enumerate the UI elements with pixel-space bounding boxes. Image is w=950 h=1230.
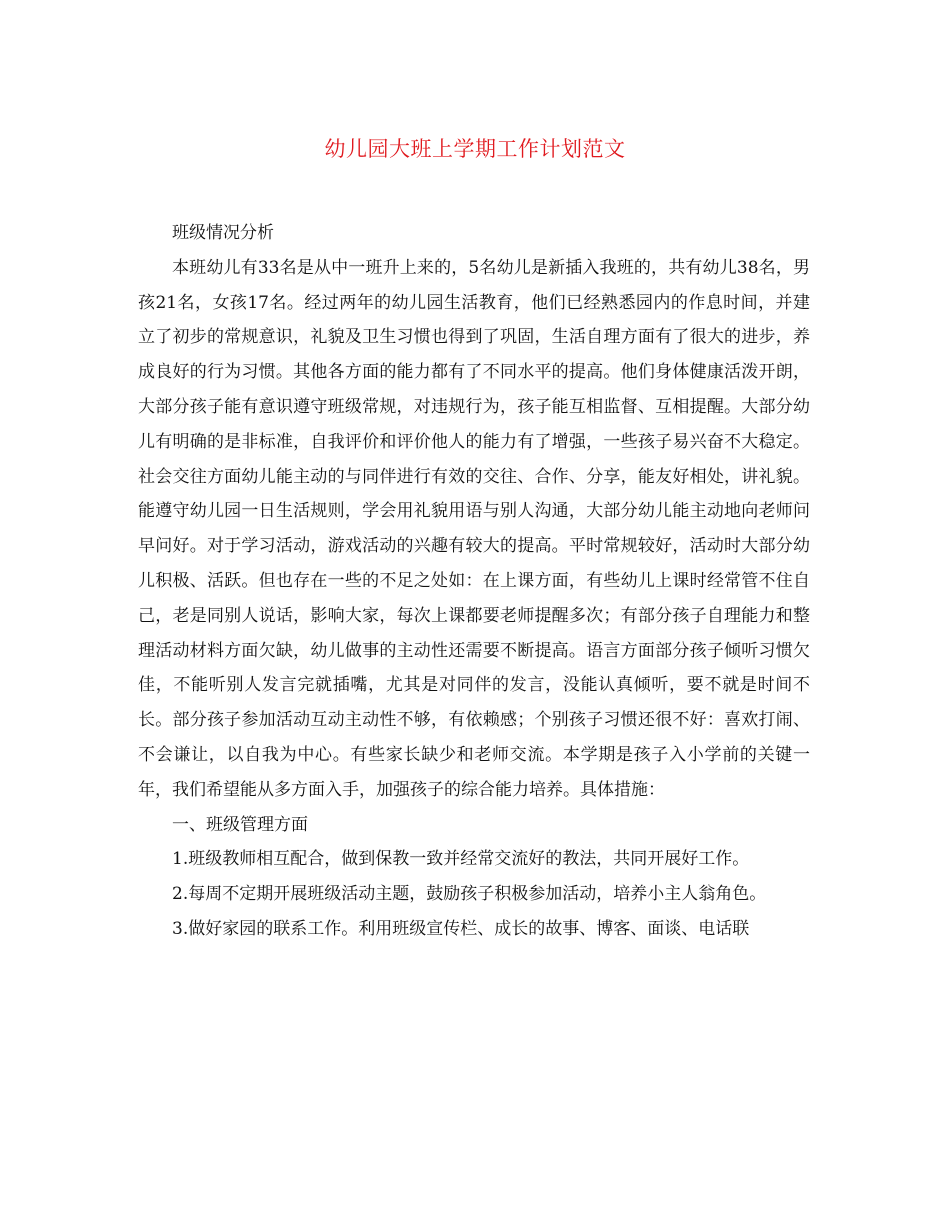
list-item-3: 3.做好家园的联系工作。利用班级宣传栏、成长的故事、博客、面谈、电话联 [172,918,750,939]
section-heading-class-management: 一、班级管理方面 [172,814,308,835]
document-title: 幼儿园大班上学期工作计划范文 [324,137,626,161]
document-body [138,216,810,947]
paragraph-class-situation: 本班幼儿有33名是从中一班升上来的，5名幼儿是新插入我班的，共有幼儿38名，男孩21名，女孩17名。经过两年的幼儿园生活教育，他们已经熟悉园内的作息时间，并建立了初步的常规意识，礼貌及卫生习惯也得到了巩固，生活自理方面有了很大的进步，养成良好的行为习惯。其他各方面的能力都有了不同水平的提高。他们身体健康活泼开朗，大部分孩子能有意识遵守班级常规，对违规行为，孩子能互相监督、互相提醒。大部分幼儿有明确的是非标准，自我评价和评价他人的能力有了增强，一些孩子易兴奋不大稳定。社会交往方面幼儿能主动的与同伴进行有效的交往、合作、分享，能友好相处，讲礼貌。能遵守幼儿园一日生活规则，学会用礼貌用语与别人沟通，大部分幼儿能主动地向老师问早问好。对于学习活动，游戏活动的兴趣有较大的提高。平时常规较好，活动时大部分幼儿积极、活跃。但也存在一些的不足之处如：在上课方面，有些幼儿上课时经常管不住自己，老是同别人说话，影响大家，每次上课都要老师提醒多次；有部分孩子自理能力和整理活动材料方面欠缺，幼儿做事的主动性还需要不断提高。语言方面部分孩子倾听习惯欠佳，不能听别人发言完就插嘴，尤其是对同伴的发言，没能认真倾听，要不就是时间不长。部分孩子参加活动互动主动性不够，有依赖感；个别孩子习惯还很不好：喜欢打闹、不会谦让，以自我为中心。有些家长缺少和老师交流。本学期是孩子入小学前的关键一年，我们希望能从多方面入手，加强孩子的综合能力培养。具体措施： [138,257,810,800]
list-item-1: 1.班级教师相互配合，做到保教一致并经常交流好的教法，共同开展好工作。 [172,849,750,870]
section-heading-class-analysis: 班级情况分析 [172,223,274,243]
list-item-2: 2.每周不定期开展班级活动主题，鼓励孩子积极参加活动，培养小主人翁角色。 [172,884,767,905]
